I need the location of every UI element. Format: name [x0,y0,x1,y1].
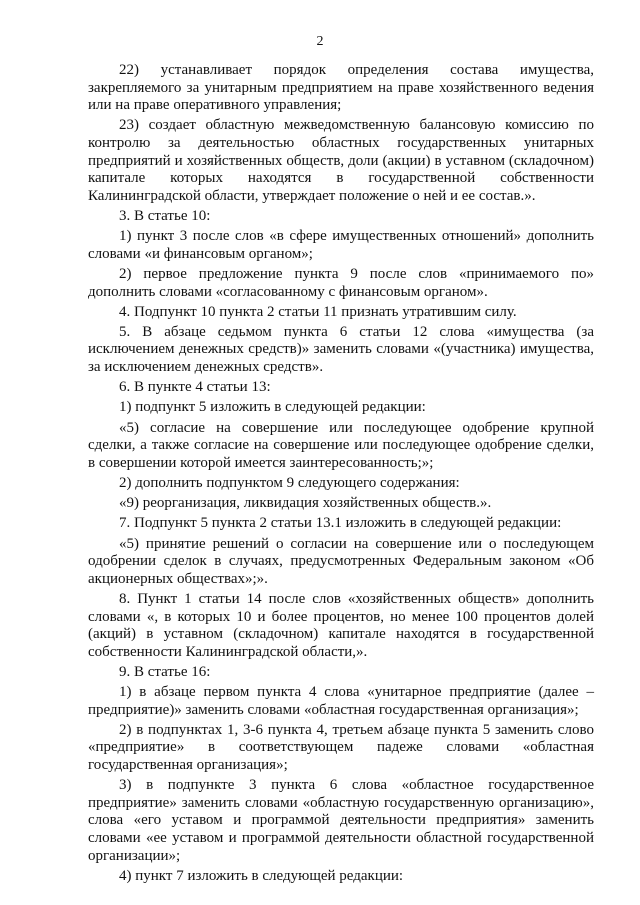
paragraph-article-10-item-1: 1) пункт 3 после слов «в сфере имущественных отношений» дополнить словами «и финансовым органом»; [88,228,594,262]
paragraph-article-13-item-9-text: «9) реорганизация, ликвидация хозяйственных обществ.». [119,495,492,512]
page-number: 2 [316,34,324,49]
paragraph-23: 23) создает областную межведомственную балансовую комиссию по контролю за деятельностью областных государственных унитарных предприятий и хозяйственных обществ, доли (акции) в уставном (складочном) капитале которых находятся в государственной собственности Калининградской области, утверждает положение о ней и ее состав.». [88,117,594,204]
paragraph-article-13-heading: 6. В пункте 4 статьи 13: [119,379,271,396]
paragraph-22: 22) устанавливает порядок определения состава имущества, закрепляемого за унитарным предприятием на праве хозяйственного ведения или на праве оперативного управления; [88,62,594,114]
paragraph-article-14: 8. Пункт 1 статьи 14 после слов «хозяйственных обществ» дополнить словами «, в которых 10 и более процентов, но менее 100 процентов долей (акций) в уставном (складочном) капитале находятся в государственной собственности Калининградской области,». [88,590,594,660]
paragraph-article-16-item-3: 3) в подпункте 3 пункта 6 слова «областное государственное предприятие» заменить словами «областную государственную организацию», слова «его уставом и программой деятельности предприятия» заменить словами «ее уставом и программой деятельности областной государственной организации»; [88,777,594,864]
paragraph-article-13-item-5-text: «5) согласие на совершение или последующее одобрение крупной сделки, а также согласие на совершение или последующее одобрение сделки, в совершении которой имеется заинтересованность;»; [88,419,594,471]
paragraph-article-11: 4. Подпункт 10 пункта 2 статьи 11 признать утратившим силу. [119,303,517,320]
paragraph-article-16-heading: 9. В статье 16: [119,663,211,680]
paragraph-article-13-1: 7. Подпункт 5 пункта 2 статьи 13.1 изложить в следующей редакции: [119,515,562,532]
document-body [88,62,594,885]
paragraph-article-16-item-4: 4) пункт 7 изложить в следующей редакции: [119,867,404,884]
paragraph-article-16-item-2: 2) в подпунктах 1, 3-6 пункта 4, третьем абзаце пункта 5 заменить слово «предприятие» в соответствующем падеже словами «областная государственная организация»; [88,721,594,774]
paragraph-article-13-1-item-5-text: «5) принятие решений о согласии на совершение или о последующем одобрении сделок в случаях, предусмотренных Федеральным законом «Об акционерных обществах»;». [88,535,594,587]
paragraph-article-12: 5. В абзаце седьмом пункта 6 статьи 12 слова «имущества (за исключением денежных средств)» заменить словами «(участника) имущества, за исключением денежных средств». [88,323,594,376]
paragraph-article-10-item-2: 2) первое предложение пункта 9 после слов «принимаемого по» дополнить словами «согласованному с финансовым органом». [88,265,594,300]
paragraph-article-16-item-1: 1) в абзаце первом пункта 4 слова «унитарное предприятие (далее – предприятие)» заменить словами «областная государственная организация»; [88,684,594,718]
paragraph-article-13-item-2: 2) дополнить подпунктом 9 следующего содержания: [119,475,460,491]
paragraph-article-10-heading: 3. В статье 10: [119,207,211,224]
paragraph-article-13-item-1: 1) подпункт 5 изложить в следующей редакции: [119,399,426,416]
